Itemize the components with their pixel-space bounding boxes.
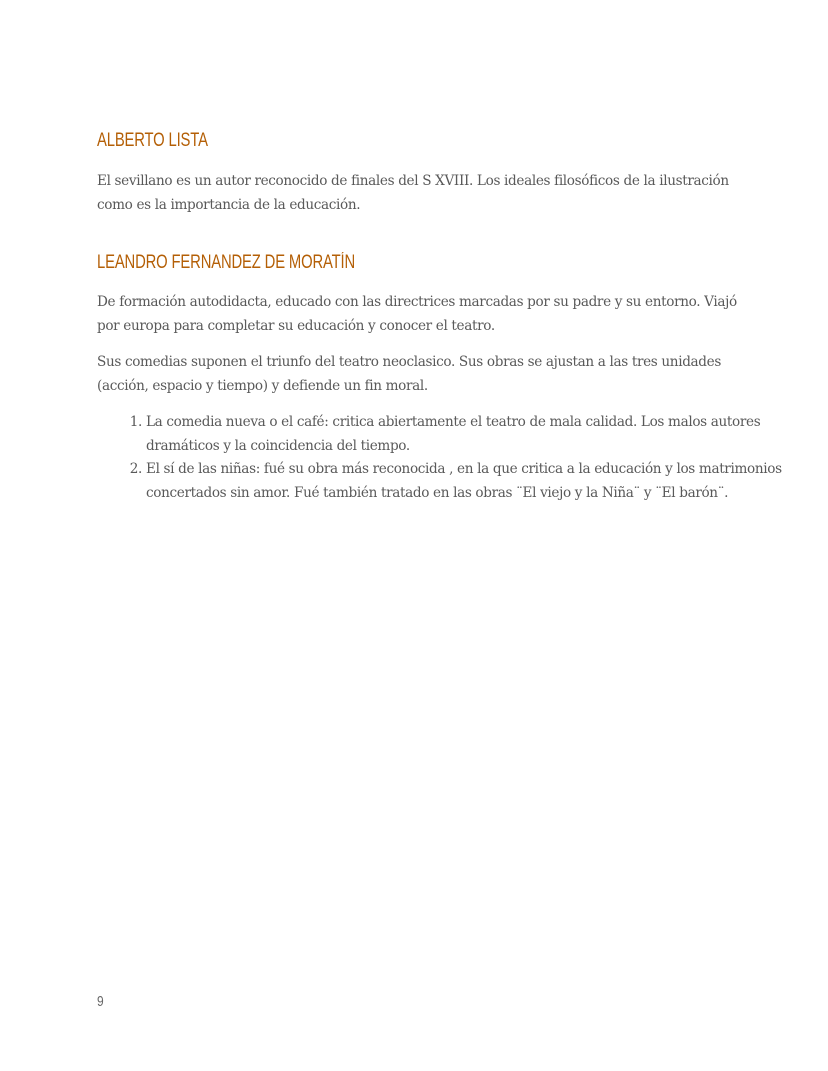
section-heading-moratin: LEANDRO FERNANDEZ DE MORATÍN [97, 252, 356, 273]
list-item: 2. El sí de las niñas: fué su obra más reconocida , en la que critica a la educación y los matrimonios concertados sin amor. Fué también tratado en las obras ¨El viejo y la Niña¨ y ¨El barón¨. [146, 458, 786, 505]
paragraph: De formación autodidacta, educado con las directrices marcadas por su padre y su entorno. Viajó por europa para completar su educación y conocer el teatro. [97, 294, 737, 334]
paragraph: Sus comedias suponen el triunfo del teatro neoclasico. Sus obras se ajustan a las tres unidades (acción, espacio y tiempo) y defiende un fin moral. [97, 354, 721, 394]
works-list [97, 411, 786, 505]
page-number: 9 [97, 993, 104, 1010]
section-heading-alberto-lista: ALBERTO LISTA [97, 130, 208, 151]
list-item: 1. La comedia nueva o el café: critica abiertamente el teatro de mala calidad. Los malos autores dramáticos y la coincidencia del tiempo. [146, 411, 786, 458]
paragraph: El sevillano es un autor reconocido de finales del S XVIII. Los ideales filosóficos de la ilustración como es la importancia de la educación. [97, 173, 729, 213]
